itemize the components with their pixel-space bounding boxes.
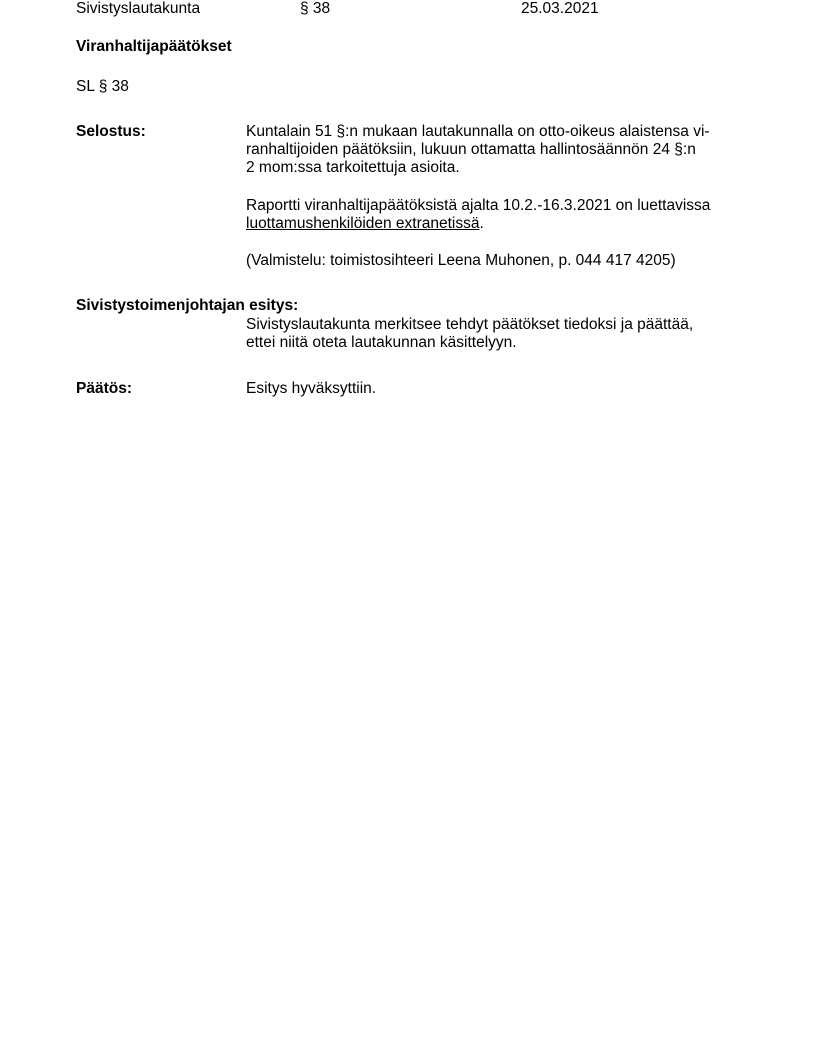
text-line: Kuntalain 51 §:n mukaan lautakunnalla on otto-oikeus alaistensa vi- bbox=[246, 123, 710, 140]
selostus-label: Selostus: bbox=[76, 123, 146, 140]
esitys-paragraph bbox=[246, 316, 693, 352]
text-line: Sivistyslautakunta merkitsee tehdyt päätökset tiedoksi ja päättää, bbox=[246, 316, 694, 333]
meeting-date: 25.03.2021 bbox=[521, 0, 599, 17]
period: . bbox=[479, 215, 484, 232]
text-line: ranhaltijoiden päätöksiin, lukuun ottamatta hallintosäännön 24 §:n bbox=[246, 141, 696, 158]
committee-name: Sivistyslautakunta bbox=[76, 0, 201, 17]
paatos-label: Päätös: bbox=[76, 380, 132, 397]
text-line bbox=[246, 215, 710, 233]
section-reference: SL § 38 bbox=[76, 78, 129, 95]
paatos-text: Esitys hyväksyttiin. bbox=[246, 380, 377, 397]
text-line: (Valmistelu: toimistosihteeri Leena Muhonen, p. 044 417 4205) bbox=[246, 252, 676, 269]
esitys-label: Sivistystoimenjohtajan esitys: bbox=[76, 297, 299, 314]
text-line: Raportti viranhaltijapäätöksistä ajalta 10.2.-16.3.2021 on luettavissa bbox=[246, 197, 711, 214]
selostus-paragraph-1 bbox=[246, 123, 710, 177]
document-title: Viranhaltijapäätökset bbox=[76, 38, 232, 55]
selostus-paragraph-2 bbox=[246, 197, 710, 233]
text-line: ettei niitä oteta lautakunnan käsittelyyn. bbox=[246, 334, 517, 351]
text-line: 2 mom:ssa tarkoitettuja asioita. bbox=[246, 159, 460, 176]
selostus-paragraph-3 bbox=[246, 252, 676, 270]
section-number: § 38 bbox=[300, 0, 331, 17]
extranet-link[interactable]: luottamushenkilöiden extranetissä bbox=[246, 215, 480, 232]
